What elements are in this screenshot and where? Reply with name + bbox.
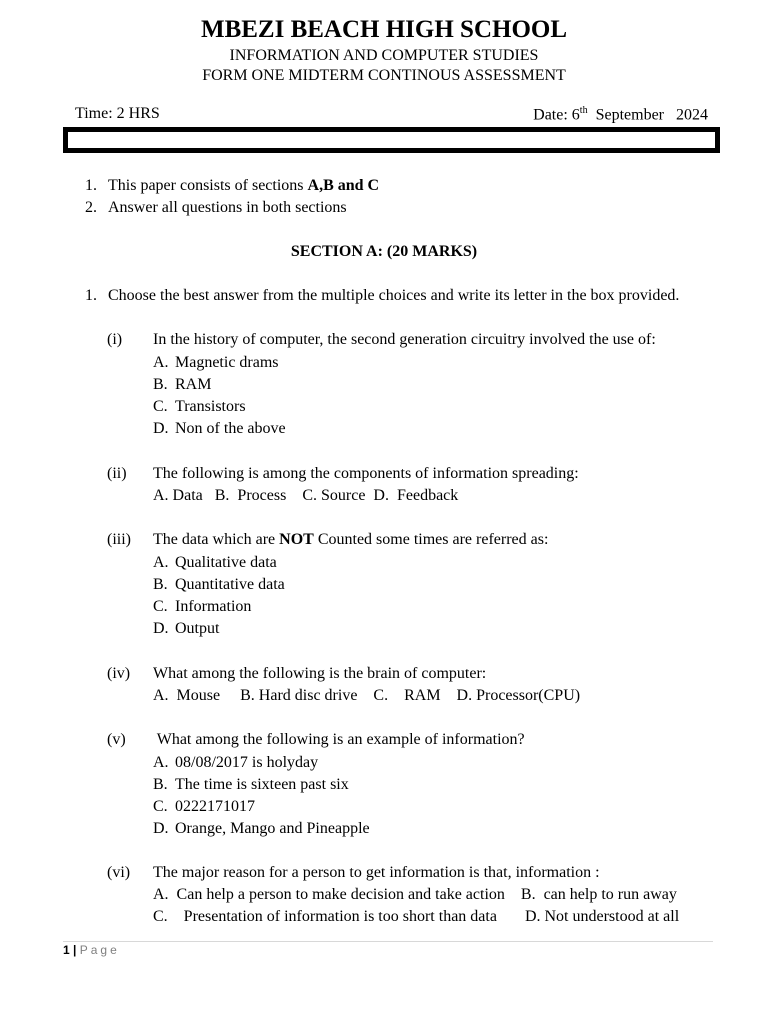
option-text: Quantitative data xyxy=(175,576,285,593)
redaction-bar xyxy=(63,127,720,153)
option-letter: A. xyxy=(153,354,169,371)
instruction-sections: A,B and C xyxy=(307,177,380,194)
date-suffix: September 2024 xyxy=(587,106,708,124)
inline-options: C. Presentation of information is too short than data D. Not understood at all xyxy=(153,908,680,925)
sub-question-stem: The following is among the components of information spreading: xyxy=(153,465,579,482)
sub-question-number: (iii) xyxy=(107,531,131,548)
option-letter: D. xyxy=(153,620,169,637)
page-footer xyxy=(63,943,120,957)
option-letter: C. xyxy=(153,598,168,615)
instruction-text: This paper consists of sections xyxy=(108,177,308,194)
option-letter: A. xyxy=(153,754,169,771)
option-text: Orange, Mango and Pineapple xyxy=(175,820,370,837)
inline-options: A. Mouse B. Hard disc drive C. RAM D. Processor(CPU) xyxy=(153,687,581,704)
sub-question-number: (vi) xyxy=(107,864,131,881)
option-text: The time is sixteen past six xyxy=(175,776,349,793)
instruction-item: Answer all questions in both sections xyxy=(108,199,347,216)
option-letter: B. xyxy=(153,376,168,393)
option-text: RAM xyxy=(175,376,212,393)
sub-question-number: (i) xyxy=(107,331,123,348)
option-letter: C. xyxy=(153,398,168,415)
option-text: Magnetic drams xyxy=(175,354,279,371)
sub-question-stem: In the history of computer, the second generation circuitry involved the use of: xyxy=(153,331,656,348)
sub-question-number: (ii) xyxy=(107,465,127,482)
option-letter: D. xyxy=(153,820,169,837)
exam-title: FORM ONE MIDTERM CONTINOUS ASSESSMENT xyxy=(202,67,566,84)
subject-title: INFORMATION AND COMPUTER STUDIES xyxy=(229,47,539,64)
option-letter: A. xyxy=(153,554,169,571)
inline-options: A. Can help a person to make decision and take action B. can help to run away xyxy=(153,886,677,903)
inline-options: A. Data B. Process C. Source D. Feedback xyxy=(153,487,459,504)
option-text: 08/08/2017 is holyday xyxy=(175,754,319,771)
stem-emphasis: NOT xyxy=(279,531,314,548)
sub-question-stem: What among the following is the brain of computer: xyxy=(153,665,487,682)
date-ordinal: th xyxy=(579,105,588,116)
question-instruction: Choose the best answer from the multiple choices and write its letter in the box provided. xyxy=(108,287,680,304)
option-text: Qualitative data xyxy=(175,554,277,571)
date-prefix: Date: 6 xyxy=(533,106,580,124)
option-text: Information xyxy=(175,598,252,615)
sub-question-number: (v) xyxy=(107,731,126,748)
instruction-item xyxy=(108,177,379,195)
stem-text: The data which are xyxy=(153,531,280,548)
option-letter: B. xyxy=(153,576,168,593)
section-title: SECTION A: (20 MARKS) xyxy=(290,243,478,260)
sub-question-stem: What among the following is an example of information? xyxy=(153,731,525,748)
option-letter: B. xyxy=(153,776,168,793)
page-label: Page xyxy=(79,943,120,957)
question-number: 1. xyxy=(85,287,97,304)
footer-rule xyxy=(63,941,713,942)
school-name: MBEZI BEACH HIGH SCHOOL xyxy=(200,16,568,43)
page-number: 1 xyxy=(63,943,70,957)
option-letter: C. xyxy=(153,798,168,815)
option-text: Non of the above xyxy=(175,420,286,437)
sub-question-number: (iv) xyxy=(107,665,131,682)
footer-separator: | xyxy=(69,943,80,957)
sub-question-stem: The major reason for a person to get information is that, information : xyxy=(153,864,600,881)
sub-question-stem xyxy=(153,531,548,549)
time-label: Time: 2 HRS xyxy=(75,105,160,122)
option-text: Transistors xyxy=(175,398,246,415)
stem-text: Counted some times are referred as: xyxy=(313,531,549,548)
instruction-number: 1. xyxy=(85,177,97,194)
instruction-number: 2. xyxy=(85,199,97,216)
option-letter: D. xyxy=(153,420,169,437)
option-text: Output xyxy=(175,620,220,637)
option-text: 0222171017 xyxy=(175,798,255,815)
date-label xyxy=(533,105,708,124)
